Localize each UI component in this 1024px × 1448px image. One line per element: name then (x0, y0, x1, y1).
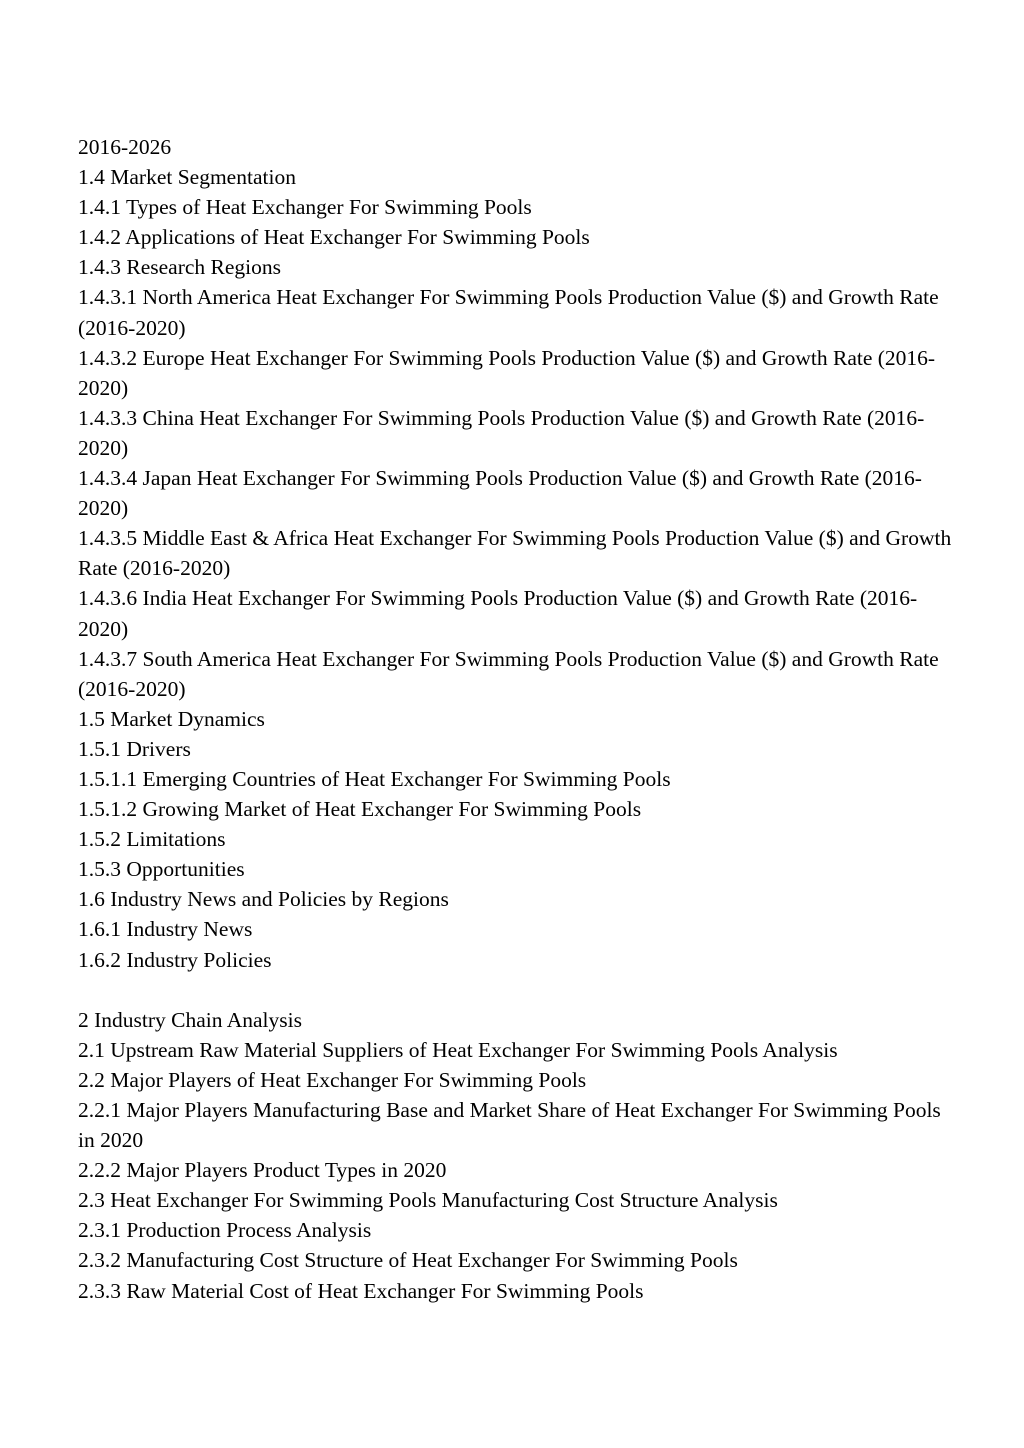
toc-line: 2.2 Major Players of Heat Exchanger For Swimming Pools (78, 1067, 587, 1092)
toc-line: 1.4.3.6 India Heat Exchanger For Swimming Pools Production Value ($) and Growth Rate (2016-2020) (78, 586, 918, 641)
toc-line: 1.4.1 Types of Heat Exchanger For Swimming Pools (78, 195, 532, 220)
toc-line: 1.5.1.2 Growing Market of Heat Exchanger For Swimming Pools (78, 797, 642, 822)
toc-line: 1.4.3.4 Japan Heat Exchanger For Swimming Pools Production Value ($) and Growth Rate (2016-2020) (78, 466, 922, 521)
document-page (78, 132, 958, 1306)
toc-line: 1.4.3.2 Europe Heat Exchanger For Swimming Pools Production Value ($) and Growth Rate (2016-2020) (78, 345, 936, 400)
toc-line: 2.3.1 Production Process Analysis (78, 1218, 372, 1243)
toc-line: 1.4.3.1 North America Heat Exchanger For Swimming Pools Production Value ($) and Growth Rate (2016-2020) (78, 285, 939, 340)
toc-chapter-heading: 2 Industry Chain Analysis (78, 1007, 302, 1032)
toc-line: 2.3.2 Manufacturing Cost Structure of Heat Exchanger For Swimming Pools (78, 1248, 738, 1273)
toc-line: 1.5.3 Opportunities (78, 857, 245, 882)
toc-line: 1.6 Industry News and Policies by Regions (78, 887, 449, 912)
toc-line: 1.4.2 Applications of Heat Exchanger For Swimming Pools (78, 225, 590, 250)
toc-line: 1.5 Market Dynamics (78, 706, 265, 731)
toc-line: 1.6.1 Industry News (78, 917, 253, 942)
toc-line: 1.4.3 Research Regions (78, 255, 282, 280)
toc-line: 1.4.3.5 Middle East & Africa Heat Exchanger For Swimming Pools Production Value ($) and Growth Rate (2016-2020) (78, 526, 952, 581)
toc-line: 2.1 Upstream Raw Material Suppliers of Heat Exchanger For Swimming Pools Analysis (78, 1037, 838, 1062)
toc-line: 1.5.1.1 Emerging Countries of Heat Exchanger For Swimming Pools (78, 766, 671, 791)
toc-line: 1.5.1 Drivers (78, 736, 191, 761)
toc-line: 2.2.2 Major Players Product Types in 2020 (78, 1158, 447, 1183)
toc-line: 1.5.2 Limitations (78, 827, 226, 852)
section-spacer (78, 975, 958, 1005)
toc-line: 1.4.3.7 South America Heat Exchanger For Swimming Pools Production Value ($) and Growth Rate (2016-2020) (78, 646, 939, 701)
toc-line: 1.4 Market Segmentation (78, 165, 296, 190)
toc-line: 2.3.3 Raw Material Cost of Heat Exchanger For Swimming Pools (78, 1278, 644, 1303)
toc-line: 2.3 Heat Exchanger For Swimming Pools Manufacturing Cost Structure Analysis (78, 1188, 778, 1213)
toc-block-2 (78, 1005, 958, 1306)
toc-line: 1.6.2 Industry Policies (78, 947, 272, 972)
toc-line: 2.2.1 Major Players Manufacturing Base and Market Share of Heat Exchanger For Swimming Pools in 2020 (78, 1098, 941, 1153)
toc-line: 1.4.3.3 China Heat Exchanger For Swimming Pools Production Value ($) and Growth Rate (2016-2020) (78, 405, 925, 460)
toc-line: 2016-2026 (78, 135, 172, 159)
toc-block-1 (78, 132, 958, 975)
